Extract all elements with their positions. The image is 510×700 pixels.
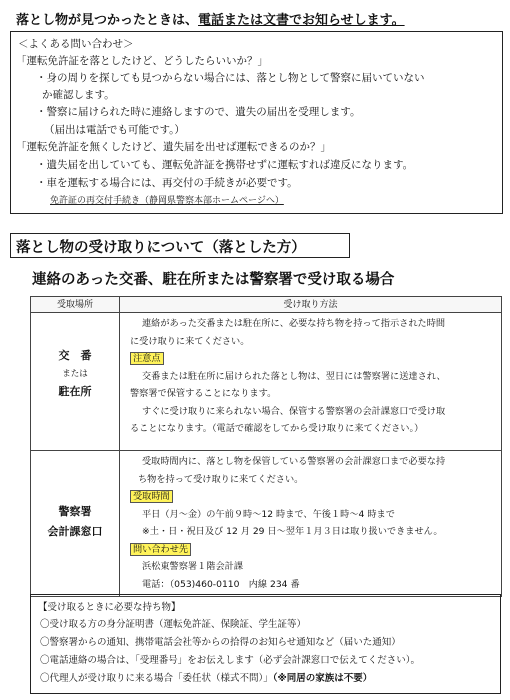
place-chuzaisho: 駐在所 [58,385,92,398]
koban-line-3: 交番または駐在所に届けられた落とし物は、翌日には警察署に送達され、 [142,370,446,382]
reissue-link[interactable]: 免許証の再交付手続き（静岡県警察本部ホームページへ） [50,196,284,206]
place-or: または [62,369,88,379]
table-row [31,451,502,597]
station-line-4: ※土・日・祝日及び 12 月 29 日～翌年１月３日は取り扱いできません。 [142,526,443,537]
section-title: 落とし物の受け取りについて（落とした方） [16,240,306,256]
header-text-a: 落とし物が見つかったときは、 [16,13,199,28]
station-line-3: 平日（月～金）の午前９時～12 時まで、午後１時～4 時まで [142,508,395,520]
place-koban-cell [31,313,120,451]
pickup-table [30,296,502,597]
pickup-time-label: 受取時間 [130,490,173,503]
faq-question-1: 「運転免許証を落としたけど、どうしたらいいか？」 [16,55,268,67]
faq-title: ＜よくある問い合わせ＞ [18,38,134,50]
required-item-4-note: （※同居の家族は不要） [272,673,373,684]
koban-line-6: ることになります。（電話で確認をしてから受け取りに来てください。） [130,423,424,434]
station-line-6: 電話：（053)460-0110 内線 234 番 [142,578,300,590]
table-row [31,313,502,451]
required-item-1: 〇受け取る方の身分証明書（運転免許証、保険証、学生証等） [40,619,307,630]
koban-line-1: 連絡があった交番または駐在所に、必要な持ち物を持って指示された時間 [142,318,446,329]
place-station-cell [31,451,120,597]
place-koban: 交 番 [58,349,92,362]
required-item-3: 〇電話連絡の場合は、「受理番号」をお伝えします（必ず会計課窓口で伝えてください）。 [40,655,421,666]
method-station-cell [120,451,502,597]
faq-question-2: 「運転免許証を無くしたけど、遺失届を出せば運転できるのか？」 [16,141,331,153]
required-items-title: 【受け取るときに必要な持ち物】 [38,602,181,613]
koban-line-2: に受け取りに来てください。 [130,335,250,347]
contact-label: 問い合わせ先 [130,543,191,556]
section-subtitle: 連絡のあった交番、駐在所または警察署で受け取る場合 [32,272,395,288]
station-line-5: 浜松東警察署１階会計課 [142,561,244,572]
required-item-4 [40,670,372,684]
faq-answer-1-1: ・身の周りを探しても見つからない場合には、落とし物として警察に届いていない [36,72,425,84]
required-item-2: 〇警察署からの通知、携帯電話会社等からの拾得のお知らせ通知など（届いた通知） [40,637,401,648]
faq-answer-2-1: ・遺失届を出していても、運転免許証を携帯せずに運転すれば違反になります。 [36,159,414,171]
koban-line-5: すぐに受け取りに来られない場合、保管する警察署の会計課窓口で受け取 [142,405,446,417]
required-item-4-main: 〇代理人が受け取りに来る場合「委任状（様式不問）」 [40,673,273,684]
koban-line-4: 警察署で保管することになります。 [130,388,277,399]
table-header-row [31,297,502,313]
col-place-header: 受取場所 [31,297,120,313]
header-text-b: 電話または文書でお知らせします。 [198,13,405,28]
faq-answer-1-4: （届出は電話でも可能です。） [44,124,185,136]
faq-answer-1-2: か確認します。 [42,89,115,101]
place-police-station: 警察署 [58,505,92,518]
header-notice [16,9,405,28]
station-line-2: ち物を持って受け取りに来てください。 [138,473,304,485]
place-accounting-window: 会計課窓口 [47,525,103,538]
note-label: 注意点 [130,352,164,365]
station-line-1: 受取時間内に、落とし物を保管している警察署の会計課窓口まで必要な持 [142,456,446,467]
col-method-header: 受け取り方法 [120,297,502,313]
faq-answer-1-3: ・警察に届けられた時に連絡しますので、遺失の届出を受理します。 [36,106,361,118]
method-koban-cell [120,313,502,451]
faq-answer-2-2: ・車を運転する場合には、再交付の手続きが必要です。 [36,177,298,189]
